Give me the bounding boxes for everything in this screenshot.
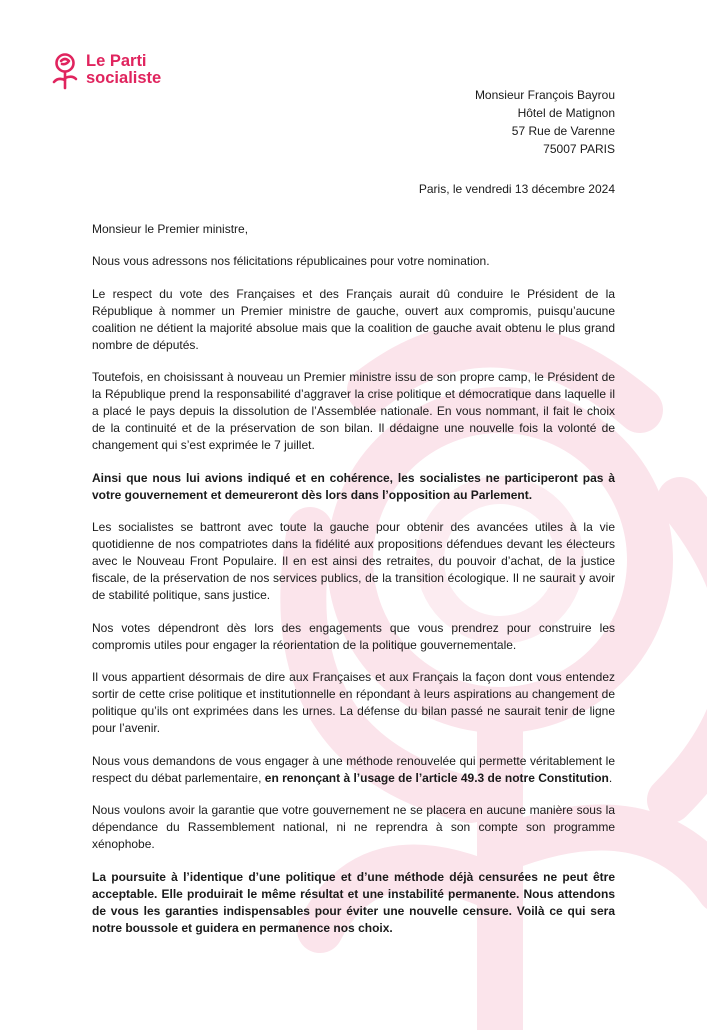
logo-line-1: Le Parti [86,52,147,70]
logo-line-2: socialiste [86,69,162,87]
paragraph-8 [92,753,615,787]
paragraph-3: Toutefois, en choisissant à nouveau un Premier ministre issu de son propre camp, le Président de la République prend la responsabilité d’aggraver la crise politique et démocratique dans laquelle il a placé le pays depuis la dissolution de l’Assemblée nationale. En vous nommant, il fait le choix de la continuité et de la préservation de son bilan. Il dédaigne une nouvelle fois la volonté de changement qui s’est exprimée le 7 juillet. [92,370,615,452]
paragraph-8-end: . [608,770,613,785]
paragraph-7: Il vous appartient désormais de dire aux Françaises et aux Français la façon dont vous entendez sortir de cette crise politique et institutionnelle en répondant à leurs aspirations au changement de politique qu’ils ont exprimées dans les urnes. La défense du bilan passé ne saurait tenir de ligne pour l’avenir. [92,670,615,735]
paragraph-6: Nos votes dépendront dès lors des engagements que vous prendrez pour construire les compromis utiles pour engager la réorientation de la politique gouvernementale. [92,620,615,652]
recipient-address [475,86,615,158]
letter-date: Paris, le vendredi 13 décembre 2024 [418,182,615,196]
letter-body [92,221,615,952]
paragraph-1: Nous vous adressons nos félicitations républicaines pour votre nomination. [92,254,490,268]
rose-fist-icon [50,50,80,90]
paragraph-8-text: Nous vous demandons de vous engager à une méthode renouvelée qui permette véritablement le respect du débat parlementaire, [92,753,615,785]
recipient-place: Hôtel de Matignon [517,106,615,120]
recipient-city: 75007 PARIS [543,142,615,156]
paragraph-4: Ainsi que nous lui avions indiqué et en cohérence, les socialistes ne participeront pas à votre gouvernement et demeureront dès lors dans l’opposition au Parlement. [92,470,615,502]
paragraph-9: Nous voulons avoir la garantie que votre gouvernement ne se placera en aucune manière sous la dépendance du Rassemblement national, ni ne reprendra à son compte son programme xénophobe. [92,803,615,851]
party-logo [50,50,161,90]
paragraph-2: Le respect du vote des Françaises et des Français aurait dû conduire le Président de la République à nommer un Premier ministre de gauche, ouvert aux compromis, puisqu’aucune coalition ne détient la majorité absolue mais que la coalition de gauche avait obtenu le plus grand nombre de députés. [92,286,615,352]
paragraph-8-bold: en renonçant à l’usage de l’article 49.3 de notre Constitution [264,770,609,785]
salutation: Monsieur le Premier ministre, [92,222,249,236]
paragraph-5: Les socialistes se battront avec toute la gauche pour obtenir des avancées utiles à la vie quotidienne de nos compatriotes dans la fidélité aux propositions défendues devant les électeurs avec le Nouveau Front Populaire. Il en est ainsi des retraites, du pouvoir d’achat, de la justice fiscale, de la préservation de nos services publics, de la transition écologique. Il ne saurait y avoir de stabilité politique, sans justice. [92,520,615,602]
paragraph-10: La poursuite à l’identique d’une politique et d’une méthode déjà censurées ne peut être acceptable. Elle produirait le même résultat et une instabilité permanente. Nous attendons de vous les garanties indispensables pour éviter une nouvelle censure. Voilà ce qui sera notre boussole et guidera en permanence nos choix. [92,869,615,935]
recipient-street: 57 Rue de Varenne [511,124,615,138]
recipient-name: Monsieur François Bayrou [474,88,615,102]
